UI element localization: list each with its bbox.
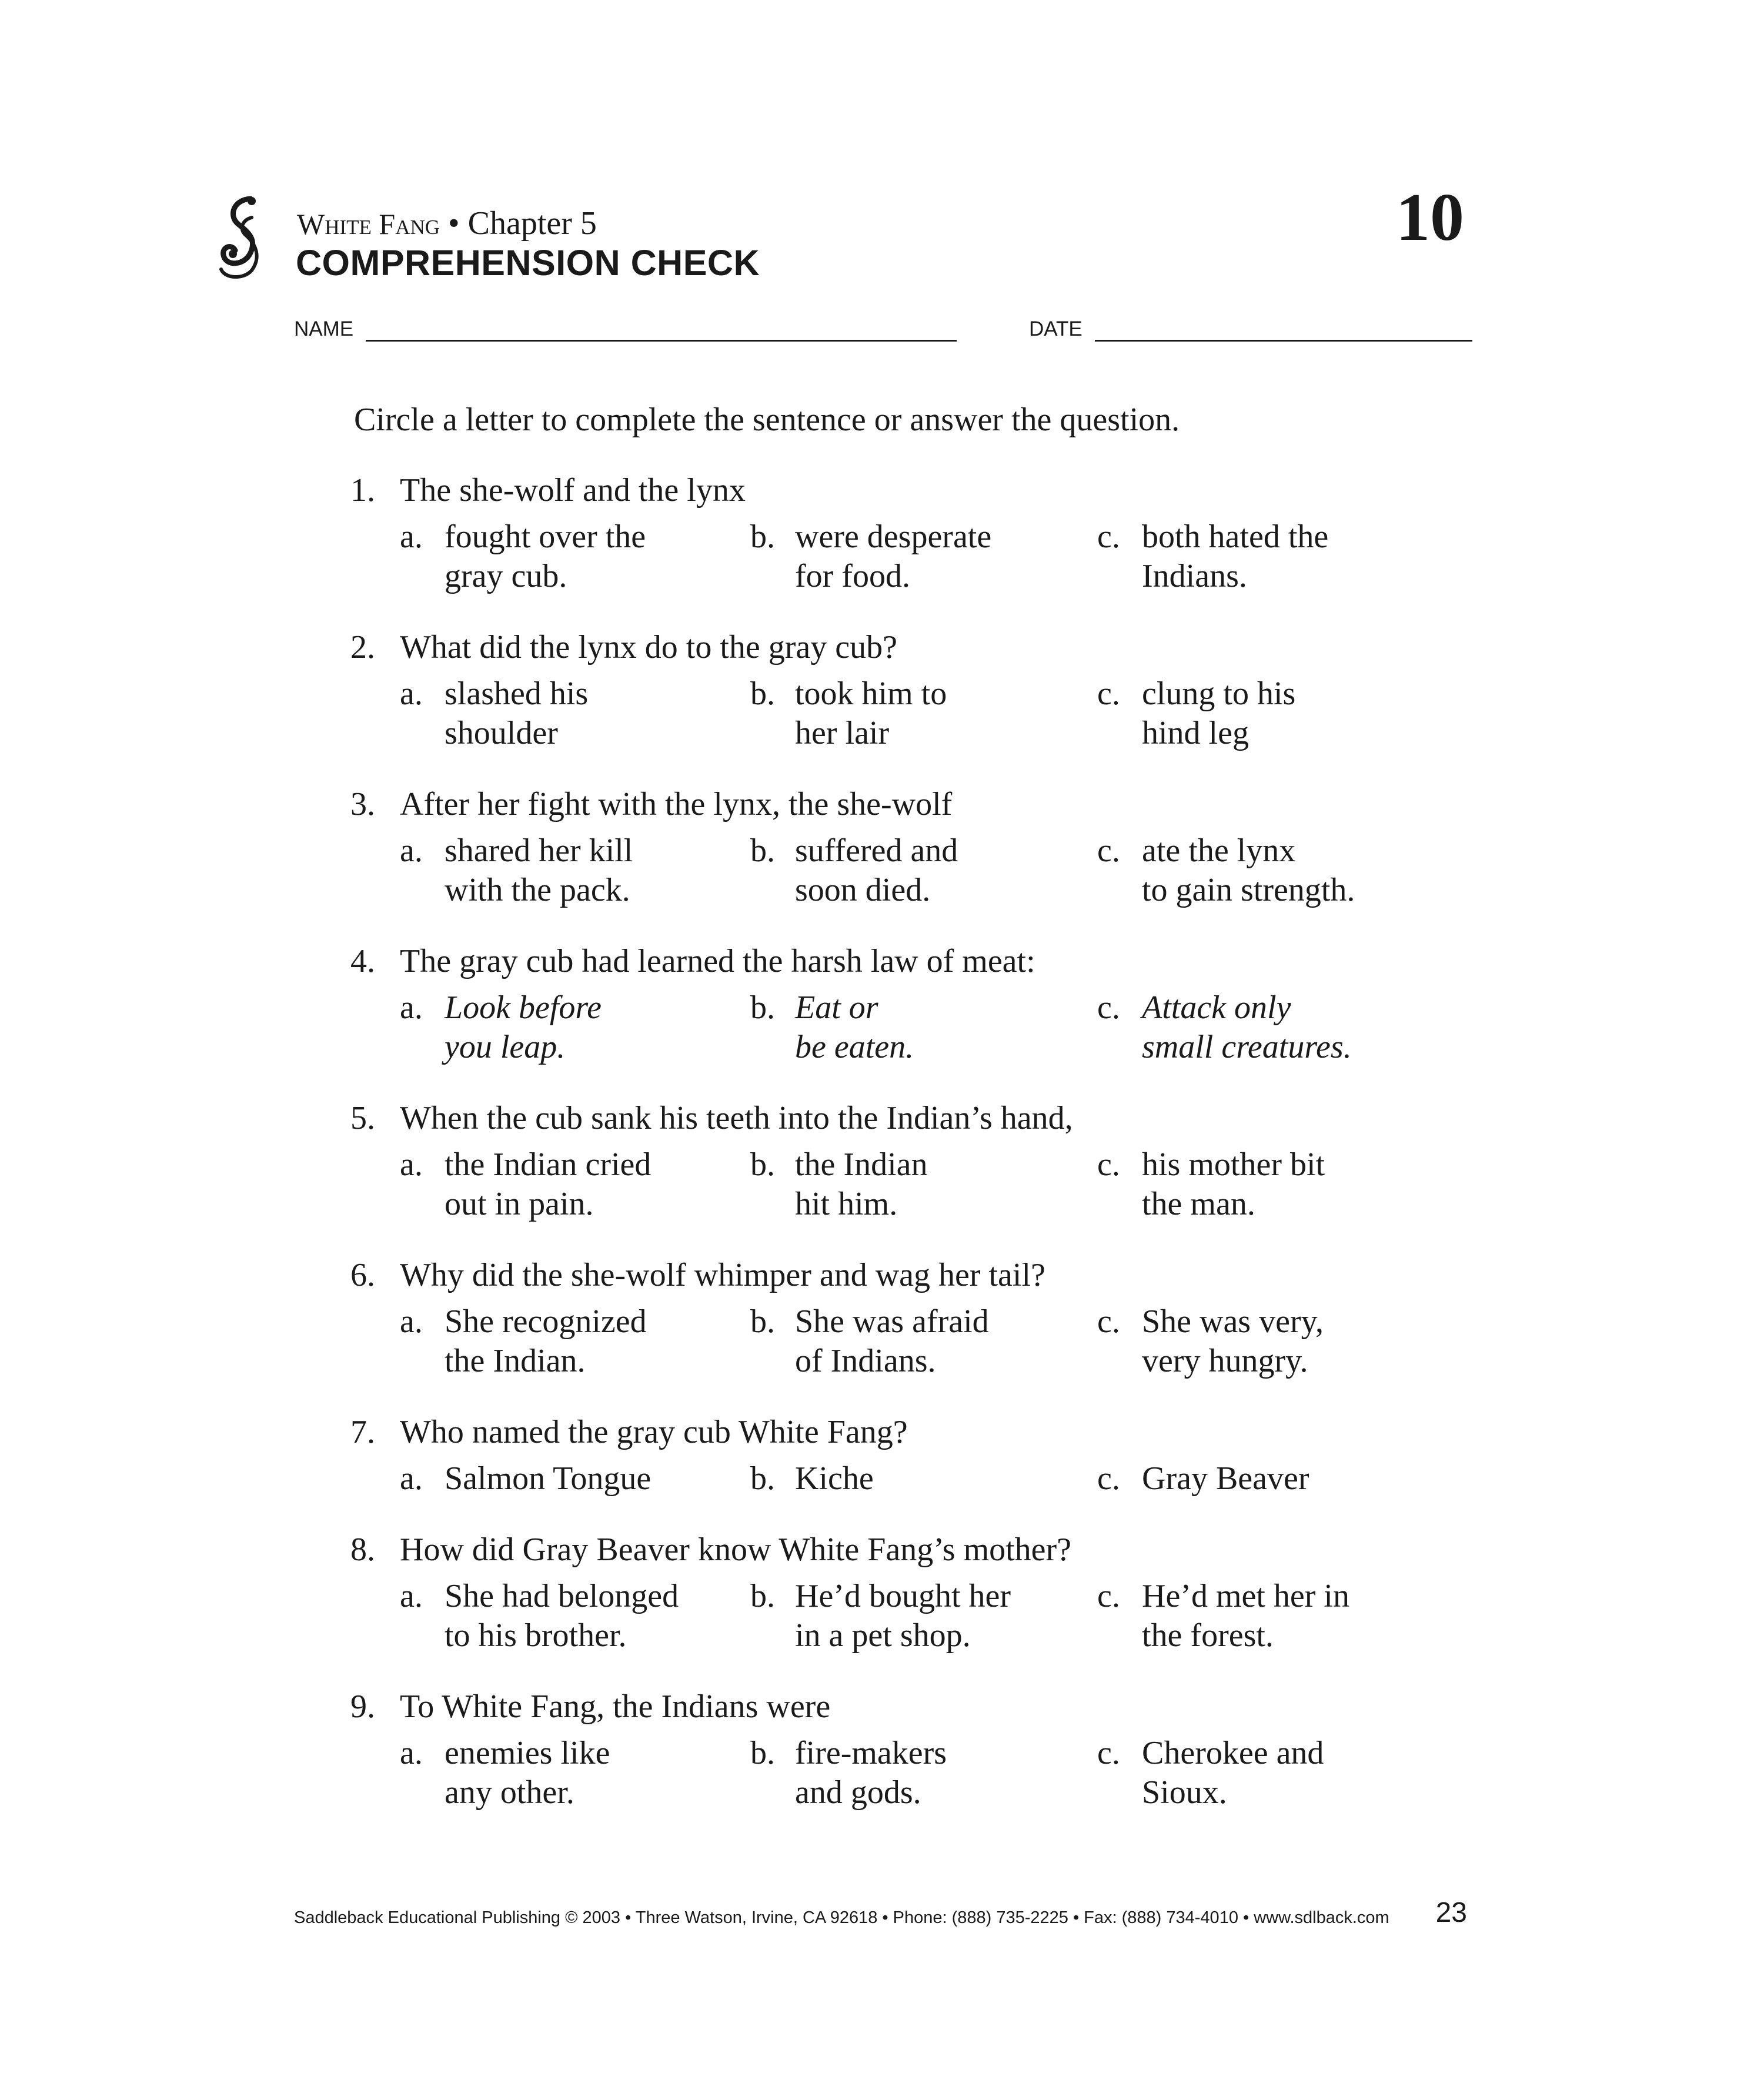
choice-letter: b. [750,519,775,555]
question-6 [350,1255,1526,1402]
worksheet-title: COMPREHENSION CHECK [296,243,760,283]
choice-letter: b. [750,1303,775,1340]
name-label: NAME [294,317,354,340]
choice-letter: c. [1097,1460,1120,1497]
question-text: The gray cub had learned the harsh law of meat: [400,943,1035,979]
name-field[interactable] [366,340,957,342]
question-number: 4. [350,943,375,979]
choice-text: She was afraid of Indians. [795,1303,989,1379]
question-number: 5. [350,1100,375,1136]
choice-letter: a. [400,1460,423,1497]
question-text: Why did the she-wolf whimper and wag her tail? [400,1257,1045,1293]
choice-letter: b. [750,675,775,712]
choice-letter: b. [750,989,775,1026]
choice-text: She was very, very hungry. [1142,1303,1324,1379]
choice-text: ate the lynx to gain strength. [1142,832,1355,908]
choice-text: the Indian hit him. [795,1146,928,1222]
choice-letter: b. [750,832,775,869]
choice-text: She recognized the Indian. [445,1303,647,1379]
choice-letter: b. [750,1735,775,1771]
choice-letter: b. [750,1146,775,1183]
date-field[interactable] [1095,340,1472,342]
choice-text: took him to her lair [795,675,947,751]
unit-number: 10 [1396,180,1464,255]
choice-text: suffered and soon died. [795,832,958,908]
choice-text: He’d met her in the forest. [1142,1578,1349,1654]
series-line [297,203,597,244]
choice-letter: a. [400,1303,423,1340]
choice-letter: b. [750,1578,775,1614]
choice-letter: b. [750,1460,775,1497]
choice-text: clung to his hind leg [1142,675,1296,751]
question-9 [350,1687,1526,1834]
choice-text: Look before you leap. [445,989,602,1065]
series-logo-icon [215,194,271,282]
question-3 [350,784,1526,931]
instructions: Circle a letter to complete the sentence or answer the question. [354,402,1180,438]
choice-text: Cherokee and Sioux. [1142,1735,1324,1811]
choice-letter: c. [1097,519,1120,555]
choice-text: the Indian cried out in pain. [445,1146,652,1222]
choice-text: his mother bit the man. [1142,1146,1325,1222]
choice-letter: c. [1097,832,1120,869]
question-2 [350,627,1526,774]
question-text: After her fight with the lynx, the she-wolf [400,786,953,822]
choice-letter: c. [1097,1303,1120,1340]
choice-letter: a. [400,675,423,712]
question-8 [350,1530,1526,1677]
question-5 [350,1098,1526,1245]
choice-letter: a. [400,989,423,1026]
choice-text: Gray Beaver [1142,1460,1309,1497]
choice-text: Salmon Tongue [445,1460,652,1497]
choice-text: fire-makers and gods. [795,1735,947,1811]
question-number: 3. [350,786,375,822]
choice-text: Kiche [795,1460,874,1497]
question-text: Who named the gray cub White Fang? [400,1414,908,1450]
chapter-label: Chapter 5 [467,205,597,242]
choice-text: shared her kill with the pack. [445,832,633,908]
question-text: What did the lynx do to the gray cub? [400,629,897,665]
choice-letter: a. [400,519,423,555]
choice-letter: c. [1097,1578,1120,1614]
question-number: 9. [350,1688,375,1725]
choice-text: fought over the gray cub. [445,519,646,594]
question-text: When the cub sank his teeth into the Indian’s hand, [400,1100,1073,1136]
choice-letter: a. [400,1578,423,1614]
publisher-footer: Saddleback Educational Publishing © 2003 • Three Watson, Irvine, CA 92618 • Phone: (888) 735-2225 • Fax: (888) 734-4010 • www.sdlback.com [294,1908,1389,1927]
book-title: White Fang [297,208,440,240]
question-text: The she-wolf and the lynx [400,472,746,509]
choice-letter: c. [1097,989,1120,1026]
question-number: 2. [350,629,375,665]
choice-text: both hated the Indians. [1142,519,1329,594]
title-separator: • [448,205,460,242]
question-number: 1. [350,472,375,509]
question-1 [350,470,1526,617]
question-text: To White Fang, the Indians were [400,1688,831,1725]
choice-text: were desperate for food. [795,519,992,594]
question-4 [350,941,1526,1088]
choice-letter: a. [400,832,423,869]
choice-letter: a. [400,1146,423,1183]
choice-letter: a. [400,1735,423,1771]
date-label: DATE [1029,317,1083,340]
choice-text: Attack only small creatures. [1142,989,1352,1065]
choice-letter: c. [1097,675,1120,712]
question-number: 8. [350,1531,375,1568]
choice-text: slashed his shoulder [445,675,589,751]
choice-text: enemies like any other. [445,1735,610,1811]
choice-text: Eat or be eaten. [795,989,914,1065]
question-text: How did Gray Beaver know White Fang’s mother? [400,1531,1072,1568]
page-number: 23 [1435,1897,1467,1928]
choice-text: She had belonged to his brother. [445,1578,679,1654]
choice-letter: c. [1097,1735,1120,1771]
choice-letter: c. [1097,1146,1120,1183]
question-number: 7. [350,1414,375,1450]
choice-text: He’d bought her in a pet shop. [795,1578,1011,1654]
question-number: 6. [350,1257,375,1293]
